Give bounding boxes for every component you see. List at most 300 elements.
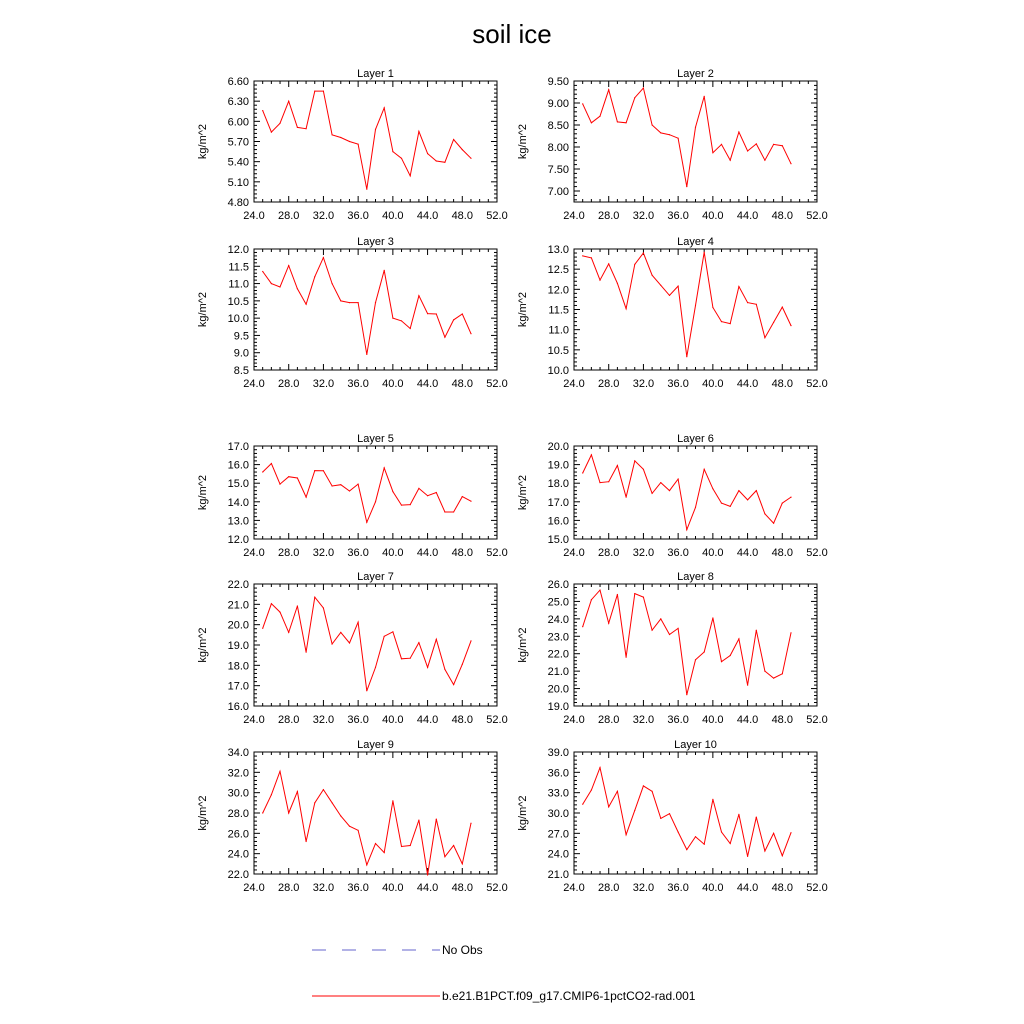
x-tick-label: 40.0 (382, 882, 404, 894)
data-point (608, 481, 609, 482)
y-tick-label: 30.0 (547, 808, 569, 820)
panel-title: Layer 10 (674, 739, 717, 751)
panel-title: Layer 5 (357, 433, 394, 445)
x-tick-label: 44.0 (736, 714, 759, 726)
x-tick-label: 36.0 (347, 210, 369, 222)
x-tick-label: 32.0 (632, 378, 655, 390)
data-point (738, 638, 739, 639)
x-tick-label: 28.0 (598, 210, 620, 222)
data-point (686, 356, 687, 357)
y-tick-label: 9.00 (547, 98, 569, 110)
x-tick-label: 24.0 (243, 714, 265, 726)
data-point (599, 116, 600, 117)
x-tick-label: 52.0 (486, 378, 508, 390)
x-tick-label: 24.0 (563, 547, 585, 559)
data-point (790, 497, 791, 498)
data-point (462, 313, 463, 314)
data-point (375, 667, 376, 668)
data-point (678, 628, 679, 629)
x-tick-label: 36.0 (667, 547, 689, 559)
data-point (582, 804, 583, 805)
data-point (634, 264, 635, 265)
x-tick-label: 44.0 (736, 882, 759, 894)
legend (312, 943, 696, 1003)
y-tick-label: 7.00 (547, 186, 569, 198)
y-axis-label: kg/m^2 (197, 474, 209, 511)
x-tick-label: 32.0 (312, 882, 335, 894)
data-point (608, 623, 609, 624)
data-point (643, 87, 644, 88)
data-point (392, 151, 393, 152)
data-point (730, 160, 731, 161)
y-tick-label: 16.0 (547, 515, 569, 528)
x-tick-label: 36.0 (347, 714, 369, 726)
y-tick-label: 12.0 (227, 534, 249, 546)
x-tick-label: 48.0 (451, 882, 473, 894)
data-point (686, 849, 687, 850)
data-point (591, 122, 592, 123)
data-point (340, 137, 341, 138)
y-tick-label: 21.0 (547, 869, 569, 881)
data-point (643, 252, 644, 253)
data-point (444, 669, 445, 670)
y-tick-label: 36.0 (547, 767, 569, 780)
data-point (462, 664, 463, 665)
x-tick-label: 24.0 (563, 714, 585, 726)
data-point (782, 145, 783, 146)
x-tick-label: 52.0 (486, 547, 508, 559)
panel-title: Layer 3 (357, 236, 394, 248)
x-tick-label: 24.0 (563, 378, 585, 390)
x-tick-label: 32.0 (312, 547, 335, 559)
data-point (427, 153, 428, 154)
data-point (678, 286, 679, 287)
data-point (297, 605, 298, 606)
data-point (617, 594, 618, 595)
y-tick-label: 10.5 (227, 295, 249, 308)
data-point (721, 144, 722, 145)
data-point (695, 507, 696, 508)
data-point (634, 460, 635, 461)
x-tick-label: 24.0 (243, 210, 265, 222)
panel-layer-10 (517, 739, 828, 894)
data-point (340, 484, 341, 485)
data-point (271, 283, 272, 284)
y-tick-label: 20.0 (547, 441, 569, 453)
data-point (782, 503, 783, 504)
data-point (712, 488, 713, 489)
data-point (332, 802, 333, 803)
y-axis-label: kg/m^2 (517, 474, 529, 511)
data-point (721, 503, 722, 504)
data-point (366, 189, 367, 190)
data-point (704, 469, 705, 470)
data-point (306, 497, 307, 498)
x-tick-label: 48.0 (771, 882, 793, 894)
x-tick-label: 44.0 (416, 378, 439, 390)
data-point (436, 639, 437, 640)
data-point (686, 529, 687, 530)
x-tick-label: 48.0 (771, 210, 793, 222)
data-point (591, 599, 592, 600)
y-tick-label: 27.0 (547, 828, 569, 841)
data-point (790, 325, 791, 326)
data-point (470, 823, 471, 824)
data-point (427, 874, 428, 875)
data-point (444, 856, 445, 857)
x-tick-label: 24.0 (563, 210, 585, 222)
y-tick-label: 7.50 (547, 164, 569, 176)
data-point (712, 799, 713, 800)
y-tick-label: 20.0 (547, 683, 569, 696)
x-tick-label: 32.0 (632, 882, 655, 894)
data-point (704, 96, 705, 97)
y-tick-label: 10.0 (227, 313, 249, 326)
x-tick-label: 52.0 (486, 210, 508, 222)
data-point (591, 257, 592, 258)
data-point (444, 337, 445, 338)
x-tick-label: 36.0 (667, 714, 689, 726)
data-point (323, 789, 324, 790)
x-tick-label: 52.0 (806, 378, 828, 390)
data-point (323, 91, 324, 92)
x-tick-label: 44.0 (736, 547, 759, 559)
data-point (297, 127, 298, 128)
data-point (279, 612, 280, 613)
y-tick-label: 5.70 (227, 136, 249, 149)
x-tick-label: 36.0 (347, 547, 369, 559)
data-point (366, 690, 367, 691)
data-point (669, 490, 670, 491)
data-point (323, 607, 324, 608)
series-line (583, 455, 791, 530)
data-point (462, 496, 463, 497)
panel-layer-8 (517, 571, 828, 726)
data-point (626, 308, 627, 309)
data-point (306, 128, 307, 129)
data-point (608, 89, 609, 90)
data-point (375, 843, 376, 844)
data-point (790, 163, 791, 164)
x-tick-label: 44.0 (736, 378, 759, 390)
data-point (375, 129, 376, 130)
y-tick-label: 12.0 (227, 244, 249, 256)
y-tick-label: 14.0 (227, 496, 249, 509)
data-point (436, 492, 437, 493)
y-tick-label: 24.0 (547, 848, 569, 861)
data-point (306, 652, 307, 653)
data-point (288, 265, 289, 266)
plot-frame (254, 584, 497, 706)
panel-title: Layer 2 (677, 68, 714, 80)
x-tick-label: 36.0 (667, 210, 689, 222)
data-point (790, 832, 791, 833)
data-point (652, 493, 653, 494)
series-line (583, 88, 791, 187)
data-point (608, 806, 609, 807)
data-point (462, 149, 463, 150)
data-point (279, 484, 280, 485)
x-tick-label: 40.0 (382, 378, 404, 390)
x-tick-label: 52.0 (806, 882, 828, 894)
data-point (617, 791, 618, 792)
data-point (418, 820, 419, 821)
y-tick-label: 6.00 (227, 116, 249, 129)
y-tick-label: 19.0 (547, 701, 569, 713)
plot-frame (254, 446, 497, 539)
data-point (297, 288, 298, 289)
y-tick-label: 10.5 (547, 344, 569, 357)
x-tick-label: 40.0 (702, 714, 724, 726)
legend-model-label: b.e21.B1PCT.f09_g17.CMIP6-1pctCO2-rad.001 (442, 989, 696, 1003)
data-point (366, 354, 367, 355)
x-tick-label: 44.0 (416, 547, 439, 559)
y-tick-label: 32.0 (227, 767, 249, 780)
data-point (591, 789, 592, 790)
x-tick-label: 28.0 (278, 547, 300, 559)
data-point (436, 819, 437, 820)
plot-frame (254, 752, 497, 874)
x-tick-label: 28.0 (278, 210, 300, 222)
y-tick-label: 8.50 (547, 120, 569, 132)
data-point (747, 685, 748, 686)
plot-frame (254, 81, 497, 202)
data-point (453, 139, 454, 140)
data-point (401, 320, 402, 321)
data-point (660, 482, 661, 483)
data-point (297, 477, 298, 478)
data-point (730, 323, 731, 324)
y-tick-label: 28.0 (227, 808, 249, 820)
data-point (314, 597, 315, 598)
x-tick-label: 44.0 (416, 714, 439, 726)
y-axis-label: kg/m^2 (197, 627, 209, 663)
y-tick-label: 9.0 (233, 347, 249, 360)
data-point (427, 313, 428, 314)
x-tick-label: 28.0 (278, 714, 300, 726)
data-point (332, 485, 333, 486)
y-axis-label: kg/m^2 (517, 795, 529, 831)
data-point (634, 97, 635, 98)
y-tick-label: 8.5 (233, 365, 249, 377)
data-point (384, 107, 385, 108)
data-point (738, 286, 739, 287)
data-point (756, 304, 757, 305)
data-point (462, 863, 463, 864)
x-tick-label: 40.0 (382, 714, 404, 726)
data-point (288, 632, 289, 633)
y-tick-label: 6.60 (227, 76, 249, 88)
x-tick-label: 40.0 (702, 882, 724, 894)
data-point (782, 307, 783, 308)
y-tick-label: 9.5 (233, 330, 249, 343)
panel-title: Layer 9 (357, 739, 394, 751)
legend-no-obs-label: No Obs (442, 943, 483, 957)
data-point (747, 856, 748, 857)
series-line (583, 252, 791, 357)
y-tick-label: 18.0 (227, 660, 249, 673)
data-point (756, 143, 757, 144)
data-point (626, 497, 627, 498)
panel-layer-2 (517, 68, 828, 222)
data-point (747, 150, 748, 151)
data-point (470, 158, 471, 159)
x-tick-label: 36.0 (347, 882, 369, 894)
data-point (418, 642, 419, 643)
panel-layer-4 (517, 236, 828, 390)
data-point (704, 651, 705, 652)
data-point (384, 852, 385, 853)
plot-frame (254, 249, 497, 370)
y-tick-label: 21.0 (227, 599, 249, 612)
y-tick-label: 9.50 (547, 76, 569, 88)
y-tick-label: 24.0 (227, 848, 249, 861)
y-tick-label: 15.0 (547, 534, 569, 546)
panel-layer-3 (197, 236, 508, 390)
y-tick-label: 23.0 (547, 631, 569, 644)
data-point (704, 844, 705, 845)
data-point (686, 186, 687, 187)
data-point (643, 597, 644, 598)
data-point (349, 826, 350, 827)
data-point (721, 831, 722, 832)
data-point (730, 506, 731, 507)
data-point (358, 144, 359, 145)
x-tick-label: 48.0 (771, 714, 793, 726)
panel-layer-6 (517, 433, 828, 559)
y-tick-label: 15.0 (227, 478, 249, 491)
x-tick-label: 40.0 (702, 210, 724, 222)
data-point (453, 511, 454, 512)
data-point (349, 490, 350, 491)
data-point (427, 667, 428, 668)
y-tick-label: 26.0 (547, 579, 569, 591)
data-point (279, 771, 280, 772)
data-point (773, 833, 774, 834)
data-point (418, 295, 419, 296)
data-point (262, 812, 263, 813)
data-point (453, 684, 454, 685)
data-point (790, 632, 791, 633)
x-tick-label: 24.0 (243, 378, 265, 390)
data-point (773, 678, 774, 679)
data-point (306, 304, 307, 305)
data-point (626, 657, 627, 658)
data-point (453, 845, 454, 846)
x-tick-label: 52.0 (806, 714, 828, 726)
data-point (652, 124, 653, 125)
data-point (660, 132, 661, 133)
data-point (358, 484, 359, 485)
y-tick-label: 12.0 (547, 284, 569, 297)
x-tick-label: 48.0 (451, 378, 473, 390)
panel-title: Layer 4 (677, 236, 714, 248)
data-point (410, 658, 411, 659)
x-tick-label: 32.0 (312, 378, 335, 390)
y-tick-label: 11.5 (228, 261, 249, 274)
data-point (626, 122, 627, 123)
data-point (773, 322, 774, 323)
data-point (314, 470, 315, 471)
data-point (392, 631, 393, 632)
data-point (669, 295, 670, 296)
data-point (782, 855, 783, 856)
data-point (340, 815, 341, 816)
panel-title: Layer 8 (677, 571, 714, 583)
x-tick-label: 28.0 (278, 882, 300, 894)
y-tick-label: 16.0 (227, 701, 249, 713)
data-point (712, 617, 713, 618)
data-point (349, 141, 350, 142)
data-point (349, 302, 350, 303)
data-point (617, 465, 618, 466)
panel-layer-9 (197, 739, 508, 894)
data-point (384, 636, 385, 637)
x-tick-label: 48.0 (451, 714, 473, 726)
panel-layer-1 (197, 68, 508, 222)
x-tick-label: 24.0 (243, 882, 265, 894)
y-axis-label: kg/m^2 (197, 291, 209, 328)
x-tick-label: 48.0 (451, 547, 473, 559)
x-tick-label: 52.0 (486, 714, 508, 726)
data-point (730, 843, 731, 844)
data-point (686, 694, 687, 695)
data-point (582, 103, 583, 104)
panel-title: Layer 7 (357, 571, 394, 583)
data-point (306, 841, 307, 842)
data-point (279, 286, 280, 287)
panel-title: Layer 1 (357, 68, 394, 80)
data-point (599, 280, 600, 281)
y-tick-label: 6.30 (227, 96, 249, 109)
data-point (410, 504, 411, 505)
y-axis-label: kg/m^2 (517, 627, 529, 663)
data-point (643, 785, 644, 786)
x-tick-label: 32.0 (632, 210, 655, 222)
data-point (695, 836, 696, 837)
y-tick-label: 33.0 (547, 787, 569, 800)
y-tick-label: 5.10 (227, 176, 249, 189)
y-tick-label: 34.0 (227, 747, 249, 759)
data-point (384, 270, 385, 271)
y-tick-label: 17.0 (547, 496, 569, 509)
data-point (392, 800, 393, 801)
y-tick-label: 26.0 (227, 828, 249, 841)
y-tick-label: 24.0 (547, 613, 569, 626)
data-point (392, 318, 393, 319)
y-tick-label: 11.0 (548, 324, 569, 337)
data-point (756, 817, 757, 818)
data-point (375, 302, 376, 303)
data-point (582, 626, 583, 627)
data-point (669, 634, 670, 635)
data-point (738, 490, 739, 491)
y-tick-label: 39.0 (547, 747, 569, 759)
series-line (263, 258, 471, 355)
data-point (279, 123, 280, 124)
data-point (669, 813, 670, 814)
data-point (418, 131, 419, 132)
data-point (599, 482, 600, 483)
data-point (349, 642, 350, 643)
data-point (660, 818, 661, 819)
data-point (288, 476, 289, 477)
data-point (401, 158, 402, 159)
data-point (358, 302, 359, 303)
panel-layer-5 (197, 433, 508, 559)
data-point (782, 673, 783, 674)
x-tick-label: 36.0 (347, 378, 369, 390)
